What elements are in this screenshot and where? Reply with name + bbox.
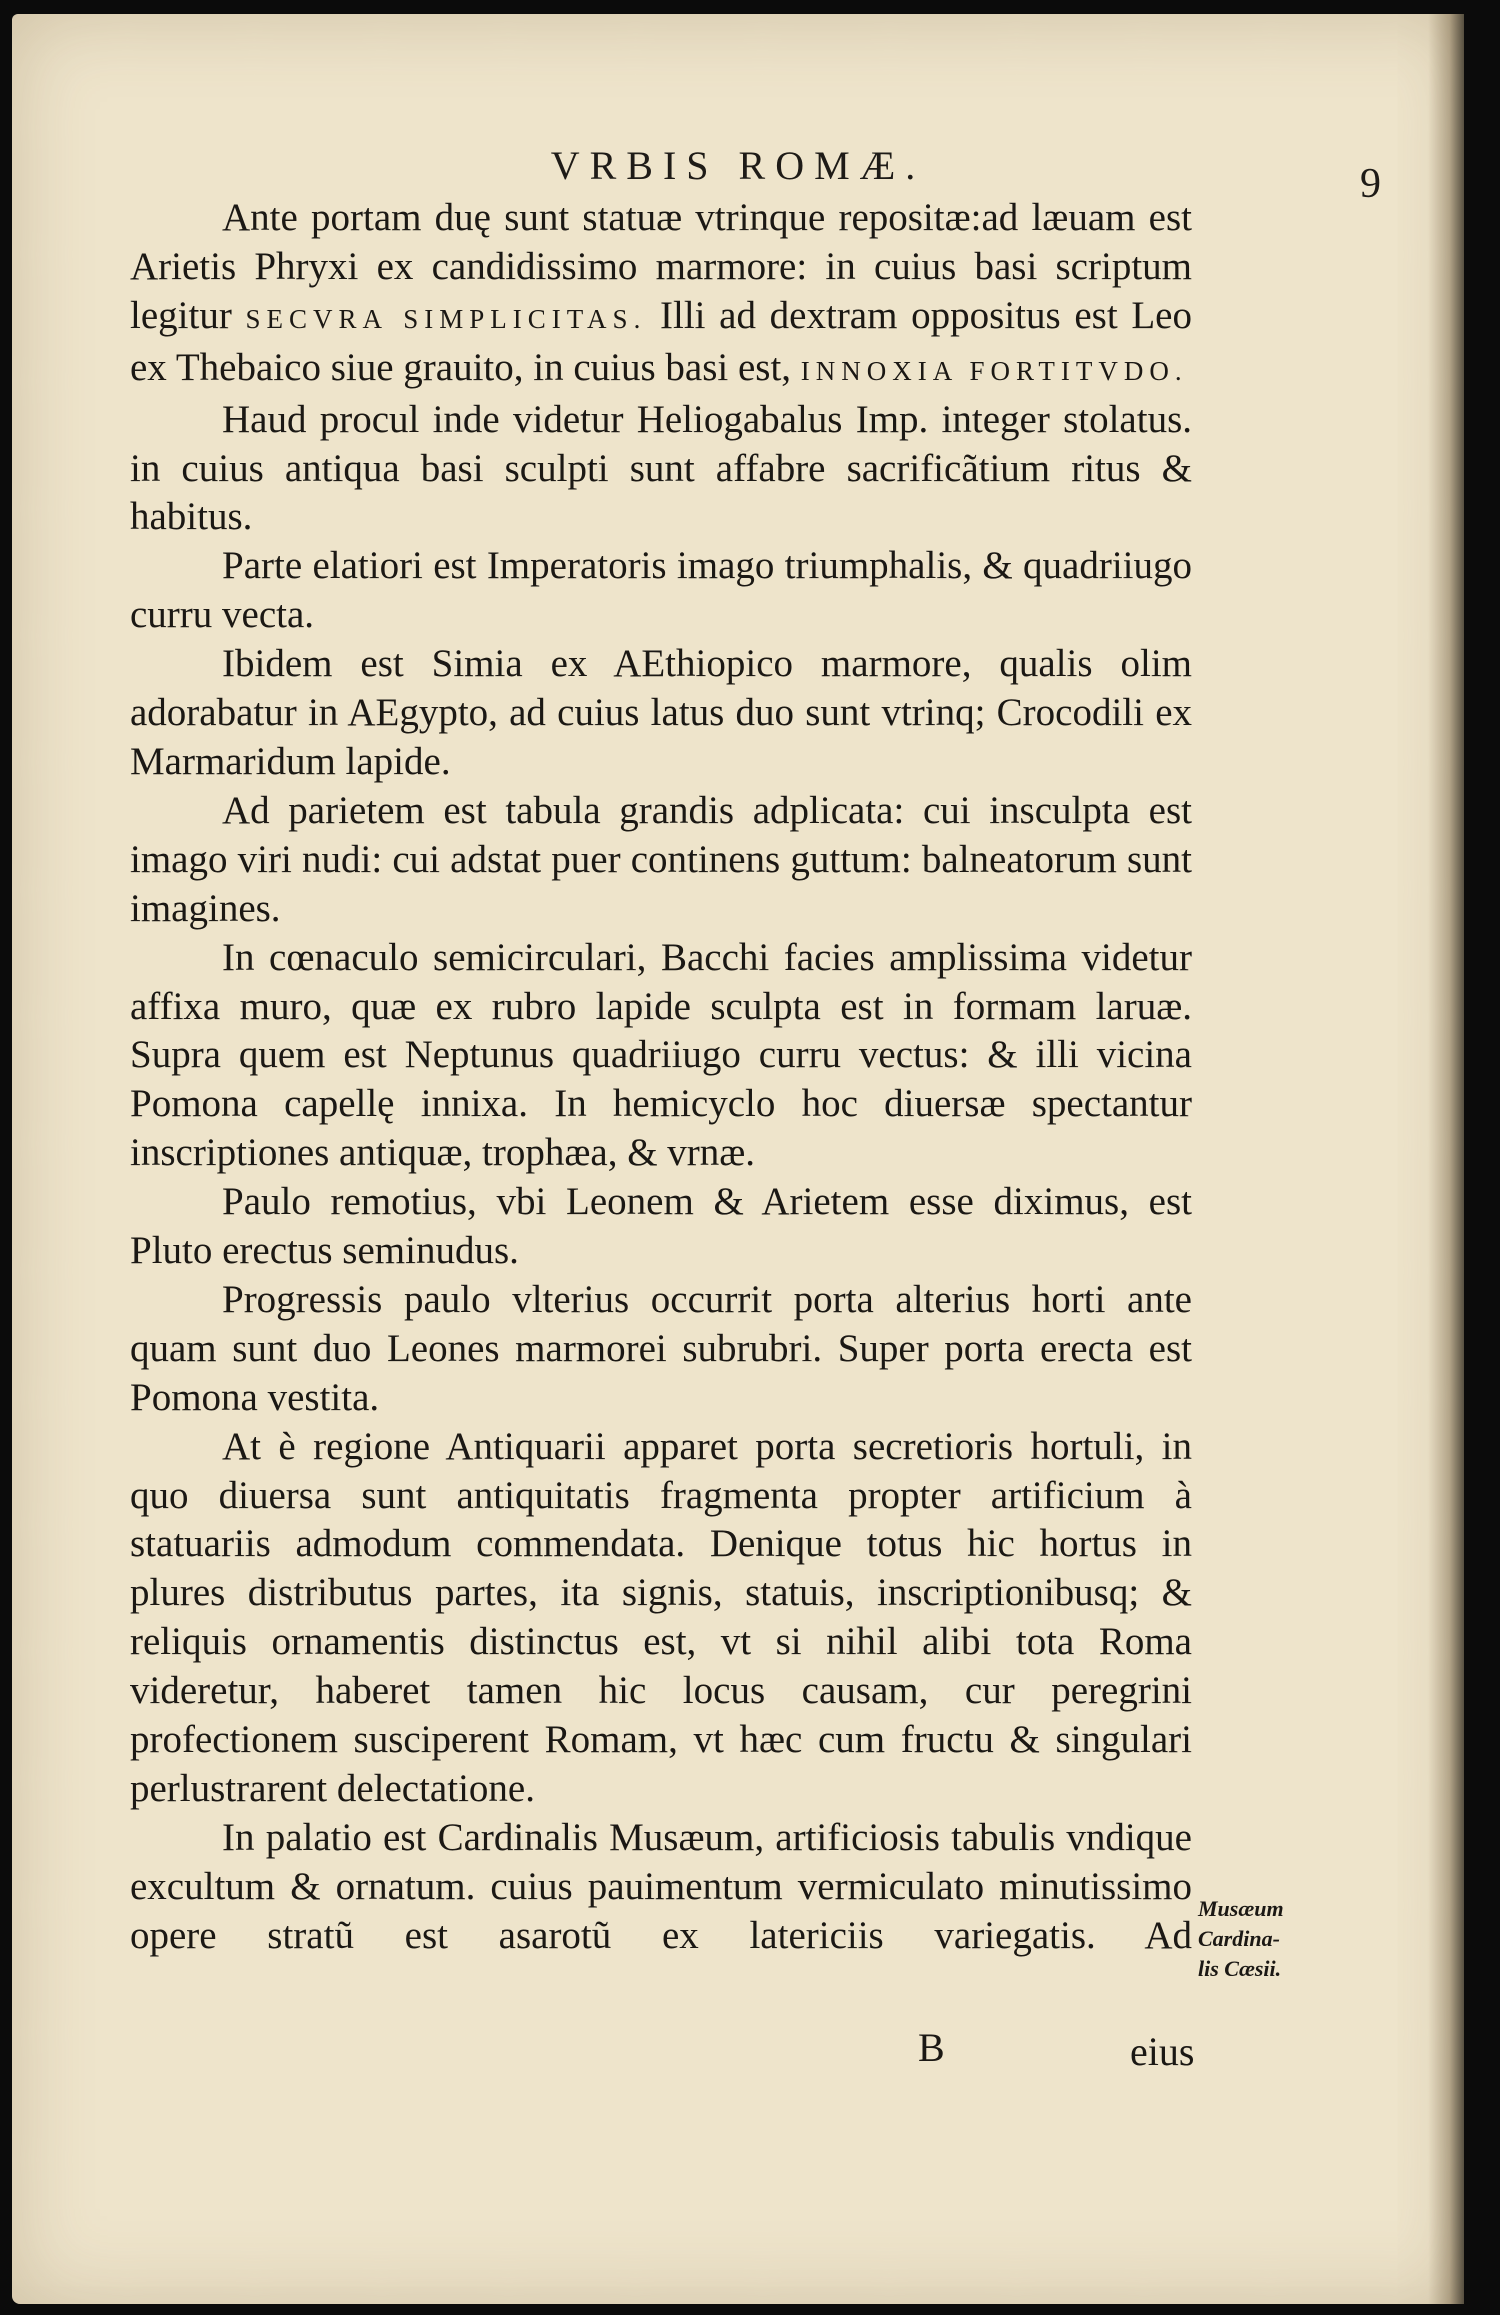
inscription-text: INNOXIA FORTITVDO. <box>800 355 1188 386</box>
paragraph-text: Progressis paulo vlterius occurrit porta alterius horti ante quam sunt duo Leones marmorei subrubri. Super porta erecta est Pomona vestita. <box>130 1277 1192 1419</box>
page-gutter-shadow <box>1428 14 1464 2304</box>
paragraph-text: In palatio est Cardinalis Musæum, artificiosis tabulis vndique excultum & ornatum. cuius pauimentum vermiculato minutissimo opere stratũ est asarotũ ex latericiis variegatis. Ad <box>130 1815 1192 1957</box>
marginal-note <box>1198 1894 1290 1984</box>
paragraph <box>130 1178 1192 1276</box>
inscription-text: SECVRA SIMPLICITAS. <box>245 303 647 334</box>
paragraph <box>130 1276 1192 1423</box>
paragraph-text: In cœnaculo semicirculari, Bacchi facies amplissima videtur affixa muro, quæ ex rubro lapide sculpta est in formam laruæ. Supra quem est Neptunus quadriiugo curru vectus: & illi vicina Pomona capellę innixa. In hemicyclo hoc diuersæ spectantur inscriptiones antiquæ, trophæa, & vrnæ. <box>130 935 1192 1175</box>
book-page <box>12 14 1464 2304</box>
paragraph <box>130 1423 1192 1814</box>
catchword: eius <box>1130 2029 1195 2074</box>
paragraph-text: Haud procul inde videtur Heliogabalus Imp. integer stolatus. in cuius antiqua basi sculpti sunt affabre sacrificãtium ritus & habitus. <box>130 397 1192 539</box>
page-number: 9 <box>1360 161 1381 207</box>
running-head: VRBIS ROMÆ. <box>550 143 926 188</box>
text-body <box>130 194 1192 1961</box>
paragraph-text: Parte elatiori est Imperatoris imago triumphalis, & quadriiugo curru vecta. <box>130 544 1192 637</box>
paragraph <box>130 1814 1192 1961</box>
marginal-note-line: Cardina- <box>1198 1926 1280 1951</box>
paragraph-text: Paulo remotius, vbi Leonem & Arietem esse diximus, est Pluto erectus seminudus. <box>130 1180 1192 1273</box>
paragraph <box>130 396 1192 543</box>
paragraph-text: Illi ad dextram oppositus est Leo ex Thebaico siue grauito, in cuius basi est, <box>130 293 1192 389</box>
paragraph <box>130 194 1192 396</box>
paragraph <box>130 934 1192 1179</box>
paragraph <box>130 640 1192 787</box>
marginal-note-line: Musæum <box>1198 1896 1284 1921</box>
paragraph-text: At è regione Antiquarii apparet porta secretioris hortuli, in quo diuersa sunt antiquitatis fragmenta propter artificium à statuariis admodum commendata. Denique totus hic hortus in plures distributus partes, ita signis, statuis, inscriptionibusq; & reliquis ornamentis distinctus est, vt si nihil alibi tota Roma videretur, haberet tamen hic locus causam, cur peregrini profectionem susciperent Romam, vt hæc cum fructu & singulari perlustrarent delectatione. <box>130 1424 1192 1810</box>
paragraph-text: Ibidem est Simia ex AEthiopico marmore, qualis olim adorabatur in AEgypto, ad cuius latus duo sunt vtrinq; Crocodili ex Marmaridum lapide. <box>130 642 1192 783</box>
paragraph <box>130 787 1192 934</box>
signature-mark: B <box>918 2025 945 2070</box>
paragraph-text: Ad parietem est tabula grandis adplicata: cui insculpta est imago viri nudi: cui adstat puer continens guttum: balneatorum sunt imagines. <box>130 788 1192 930</box>
paragraph-text: Ante portam duę sunt statuæ vtrinque repositæ:ad læuam est Arietis Phryxi ex candidissimo marmore: in cuius basi scriptum legitur <box>130 196 1192 337</box>
paragraph <box>130 542 1192 640</box>
marginal-note-line: lis Cæsii. <box>1198 1956 1282 1981</box>
